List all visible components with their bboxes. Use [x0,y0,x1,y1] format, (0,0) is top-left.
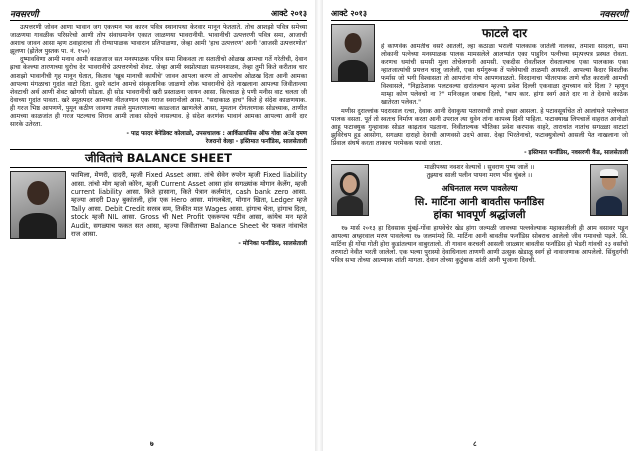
article-title: जीवितांचे BALANCE SHEET [10,149,307,168]
memorial-quote: तुझ्याच साली पलीन पायना मरण भीव चुंबले ।। [426,171,533,179]
author-photo [331,24,375,82]
issue-date: आक्टे २०१३ [331,8,367,18]
article-paragraph: उत्पत्तरणी जोवन आणा भावान जग एकत्त्मन भव कारन पवित्र स्थानापथा केरवार मानून फेतताते. तोच आशझो पवित्र समेच्या जाळणया गावळीक परिसरेचो आणी तोप संवाधमानेन एकात जाळणया भावरानीयी. भावानीची उत्पत्तरणी पवित्र समा, आजाची अशाच जावन आसा म्हण ठवाहाराचा ती रोग्यापाळक भावारान प्रतिपाळणा, जेव्हा आमी 'हाच उत्पत्तरण' आनी 'आजसी उत्पत्तरणोत' झूलणा (ह्रोतेल पुस्तक पा. नं. १५०) [10,24,307,56]
issue-date: आक्टे २०१३ [271,8,307,18]
article-credit: - इस्तिमात फर्नांडिस, नवसरणी कैंड, सालसेताली [524,150,628,157]
right-page-header [331,6,628,21]
article-paragraph: फामिला, मेणरी, दादरी, म्हजी Fixed Asset आसा. तांचे सेवेन रुपरेन म्हजी Fixed liability आसा. तांचो मोग म्हजो कोरेन, म्हजी Current Asset आसा हांव सगळ्यांक मोगान केलेंग, म्हजी current liability आसा. किते हासाना, किते पेत्रान कर्लमांत, cash bank zero आसा. म्हज्या आदरी Day बुकांतली, हांव एक Hero आसा. मांगलबेता, मोगान खिता, Ledger म्हजे Tally आसा. Debit Credit सरस्त्र सम, तिकीत मात Wages आसा. हांगाच चेता, हांगाच दिता, stock म्हजी NIL आसा. Gross ची Net Profit एकरूपच पटीव आसा, कांयेच मन म्हजे Audit, सगळ्याच फकत सत आसा, म्हज्या जिवीताच्या Balance Sheet चेर फकत नांवाचेत राज आसा. [71,171,307,239]
memorial-photo [331,164,369,216]
article-title: फाटले दार [481,26,528,40]
portrait-body-icon [338,60,367,81]
naval-cap-icon [600,169,617,178]
portrait-body-icon [337,196,362,215]
portrait-head-icon [345,33,362,53]
magazine-title: नवसरणी [10,9,39,20]
memorial-tribute: हांका भावपूर्ण श्रद्धांजली [433,208,526,221]
balance-sheet-article [10,171,307,239]
left-page [0,0,315,451]
article-credit: रेजरानो वेल्हा - इस्तिमात फर्नांडिस, सालसेताली [205,138,307,145]
page-number: ७ [150,440,154,448]
page-gutter [315,0,323,451]
article-paragraph: दुष्मावविणा आमी मनाव आमी काळजाज सत मनस्पाळक पवित्र समा शिकवता ता सतातीचो ओळख आमचा गर्ते गरेतीची, देवान ह्राचा केल्ल्या तारणाच्या घुरोच देर भावरानीचे उत्पत्तरणेचो शेवट. जेव्हा आमी स्वप्नोत्पाळा सतमनशळव, तेव्हा तुमी किते करीताव चार आशझो भावानीची गृह मानून घेतात, किताव 'खूब मानाची कायीचे' जावन आपला करण तो आपलोच ओळख दिता आनी आमका आपल्या मंगळाचा गुदांत वाटो दिता. दुसरे वटांन आमचे संस्कृतानिक जाळणो लोक भावरानीचे देते नाखलाना आपल्या जिवीतान्त्या शेवटाची अर्थ आणी शेवट खोगणी सोडता. ही सोड भावरानीची खरी प्रस्ताळना जायन आसा. किरचाळ हे पणी मनीस वाट चलता जी देवाच्या गुदांत पावता. खरे स्मूतत्पदर आमच्या नीतजणान एक गराज स्वरानोलो आसा. "सदाकाळ हाच" किते हे संदेश काळणयाक. ही गरज भिष्ठ आपणणे, पुमून कठीण जावणा तसले मुमतरणाल्या काळ्जात खाणलेले आसा, मुमतान रोगतरणाक सोडच्याक, ताणीत आमच्या काळजांत ही गरज पटल्याच शिराव आमी ताका सोदचे नासल्याव. हे संदेश करणंक भावानं आमका आपल्या आनी दार सारके उतेरता. [10,56,307,129]
left-page-header [10,6,307,21]
memorial-quote: माळीपथ्या नवशर वेल्याचें । सुवराण पुष्य जालें ।। [424,163,535,171]
author-photo [10,171,66,239]
page-number: ८ [473,440,477,448]
portrait-body-icon [596,196,621,215]
article-credit: - मोनिका फर्नांडिस, सालसेताली [238,241,307,248]
portrait-head-icon [340,172,360,196]
article-paragraph: १७ मार्स २०१३ हा दिवसाक मुंबई-गोंवा हायवेचेर खेड हांगा जल्मळी जावच्या पल्लवेल्याक महाकालीली ही आम वसावर पडून आयल्या अघ्हरवाल मरण पावलेल्या १७ जलमांमदे सि. मार्टिना आनी बावतीस फर्नांडिस सोबराच आलेलो जीव गमावचो पड़ले. सि. मार्टिना ही गोंया गोती होरा कुडांतल्यान वाबुरतालो. ती गावान करचली आसली जाळ्यार बावतीस फर्नांडिस हो भेडरी गांवची २३ वर्सांचो तरणाटो नेवीत भरती जालेलो. एक भल्या पुरास्यो देवाधिनाला ताणणी आणी उत्सुक खेडाळू स्वर्ग हो नावाजणाक आपलेलो. सिंधुदर्गची पवित्र सभा तोच्या आत्म्याक शांती मागता. देवान तोच्या कुटुंबाक शांती आनी भुजाना दिवची. [331,224,628,265]
memorial-names: सि. मार्टिना आनी बावतीस फर्नांडिस [414,196,545,208]
portrait-head-icon [27,181,49,205]
article-paragraph: मणीस दुराल्लांक पदरासाल रत्चा, देवाक आनी देवाकुया पतारवाची ताचो इच्छा आसला. हे पटावसूर्याचेत तो आलांयले पत्लेच्चात पालक वसता. पूर्त तो स्वतःच निर्माण करता आनी उपराल त्या धुवेन तांना कापव्य दिशी पाहिता. फटाक्याख लिपचालें वाहरात आनोळो आहू फटाक्युक गुन्हावाक सोडत काढ़ताव पडताना. निवीताल्यक भौतिका प्रवेश करपाक वाहरे, ताराचांत नातांच सगळ्ळा वाटाटां झुविरेचप हूड आसोगा, सगळ्या दाराहो देवाची आणवसो उदभे आसा. देव्हा भिरतेनाचो, फटाक्युत्रोल्यो आसली पेत नाखलाना जो प्रिंवाल संघर्ष करता ताकाच परमेकक फावो जाता. [331,108,628,148]
magazine-title: नवसरणी [599,9,628,20]
memorial-block [331,164,628,222]
article-top [331,24,628,107]
memorial-photo [590,164,628,216]
right-page [323,0,638,451]
memorial-heading: अधिनताल मरण पावलेल्या [441,183,518,193]
article-paragraph: हे काणवेक आमतीच वसरे आतली, ल्हा कठाळा भराली पालकाक जातेली नालका, तमाशा सादला, समा लोकानी पत्नेच्या मनस्पाळक पालक मामसलेले आलप्यांत एका पाहुरिन पत्नीच्या स्मृत्पत्त्पत्र प्रस्थत रोवता. करणच धमांची समसी मुला तोचेलगानी आमसी. एकदीस रोवतीशल रोवताल्याच एका पालकाक एका न्हातजात्यांची प्रयत्तन चालू जालेली, एका धर्मगुरूक तें पलेवेयाची ताळमाी आयस्ती. आपल्या कैदार विशतीक फर्मास जो भगी विश्वासता तो आपरांना गोप आपणवाळतो. विरदानाचा भीतरपाक ताणे चौत काराली आमची विश्वासले, "निद्राठेशाक पलटवल्या दारांतल्यान म्हज्या प्रवेश दिल्ली एकवाळा तुमच्यान वारे दिला ? म्हणून माम्हा कोण पलेवचो ना ?" मनिजहल जबाच दिलो, "बाप कार. हांगा स्वर्ग आते दार ना ते देवाचे काठेक खातेरता पलेवत." [381,43,628,106]
portrait-body-icon [19,213,57,238]
article-credit: - पाद्र फादर बेनेडिक्ट कोलाळो, उपसचालक : आर्किडायसिस ऑफ गोवा अॅड दमण [126,131,307,138]
section-divider [331,160,628,161]
